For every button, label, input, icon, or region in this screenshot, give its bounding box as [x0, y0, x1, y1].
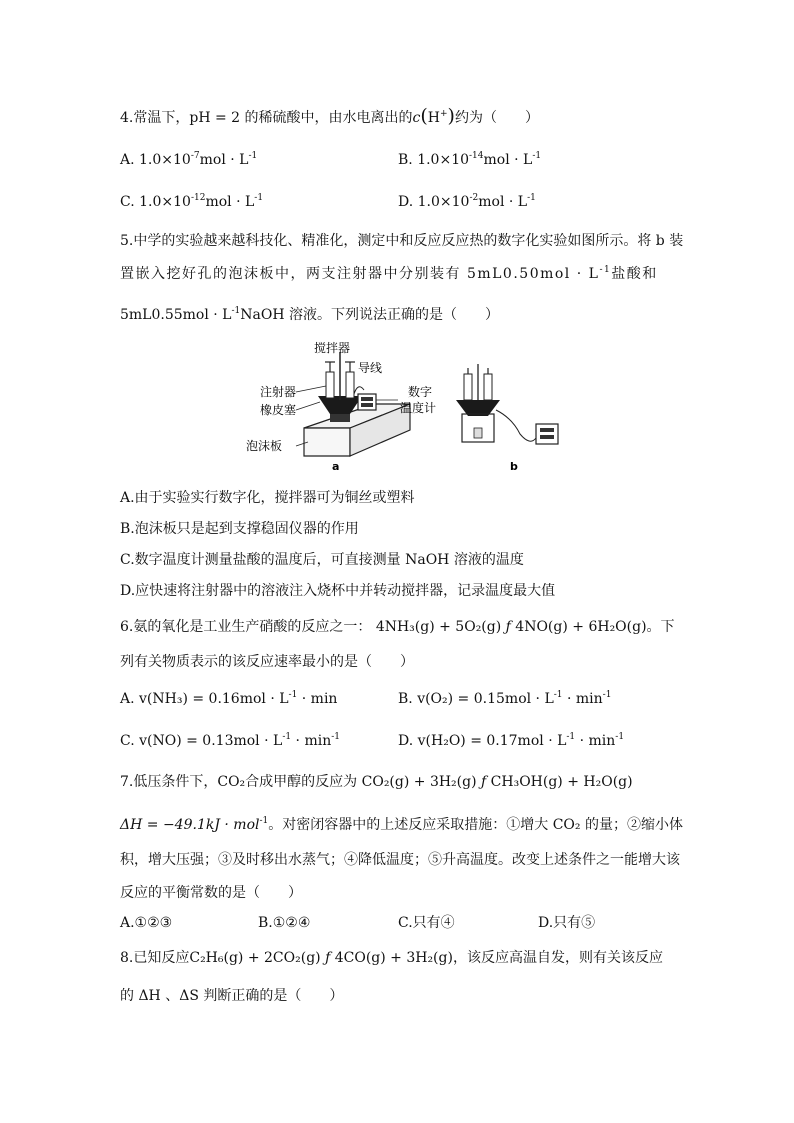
q6-option-b: B. $v(O_2) = 0.15mol \cdot L^{-1} \cdot \min^{-1}$	[398, 690, 612, 707]
label-syringe: 注射器	[260, 385, 297, 399]
q7-stem-line2: ΔH = −49.1kJ · mol$^{-1}$。对密闭容器中的上述反应采取措施：①增大 CO₂ 的量；②缩小体	[120, 816, 683, 833]
q5-option-d: D.应快速将注射器中的溶液注入烧杯中并转动搅拌器，记录温度最大值	[120, 583, 556, 599]
q5-option-a: A.由于实验实行数字化，搅拌器可为铜丝或塑料	[120, 490, 415, 506]
q8-stem-line1: 8.已知反应C₂H₆(g) + 2CO₂(g) ƒ 4CO(g) + 3H₂(g)，该反应高温自发，则有关该反应	[120, 950, 663, 966]
q6-option-d: D. $v(H_2O) = 0.17mol \cdot L^{-1} \cdot \min^{-1}$	[398, 732, 625, 749]
q4-option-d: D. $1.0\times 10^{-2}mol \cdot L^{-1}$	[398, 193, 536, 210]
q7-stem-line1: 7.低压条件下，CO₂合成甲醇的反应为 CO₂(g) + 3H₂(g) ƒ CH₃OH(g) + H₂O(g)	[120, 774, 633, 790]
label-a: a	[332, 460, 340, 473]
device-b	[456, 364, 558, 444]
wire	[354, 387, 364, 394]
q4-stem: 4.常温下，pH = 2 的稀硫酸中，由水电离出的c(H+)约为（ ）	[120, 105, 539, 127]
q4-option-a: A. $1.0\times 10^{-7}mol \cdot L^{-1}$	[120, 151, 258, 168]
q5-stem-line3: $5mL0.55mol \cdot L^{-1}NaOH$ 溶液。下列说法正确的是（ ）	[120, 306, 499, 323]
q6-option-c: C. $v(NO) = 0.13mol \cdot L^{-1} \cdot \min^{-1}$	[120, 732, 340, 749]
label-stopper: 橡皮塞	[260, 403, 297, 417]
label-b: b	[510, 460, 518, 473]
q5-option-b: B.泡沫板只是起到支撑稳固仪器的作用	[120, 521, 359, 537]
apparatus-figure	[240, 338, 560, 478]
q7-stem-line3: 积，增大压强；③及时移出水蒸气；④降低温度；⑤升高温度。改变上述条件之一能增大该	[120, 852, 680, 868]
foam-board	[304, 404, 410, 456]
label-foam: 泡沫板	[246, 439, 283, 453]
q5-stem-line1: 5.中学的实验越来越科技化、精准化，测定中和反应反应热的数字化实验如图所示。将 b 装	[120, 233, 684, 249]
q5-option-c: C.数字温度计测量盐酸的温度后，可直接测量 NaOH 溶液的温度	[120, 552, 524, 568]
q7-option-a: A.①②③	[120, 915, 173, 931]
label-wire: 导线	[358, 361, 383, 375]
label-digital-2: 温度计	[400, 401, 437, 415]
q8-stem-line2: 的 ΔH 、ΔS 判断正确的是（ ）	[120, 988, 344, 1004]
label-digital-1: 数字	[408, 385, 433, 399]
q4-option-b: B. $1.0\times 10^{-14}mol \cdot L^{-1}$	[398, 151, 542, 168]
q4-option-c: C. $1.0\times 10^{-12}mol \cdot L^{-1}$	[120, 193, 264, 210]
q6-stem-line1: 6.氨的氧化是工业生产硝酸的反应之一： 4NH₃(g) + 5O₂(g) ƒ 4NO(g) + 6H₂O(g)。下	[120, 619, 675, 635]
q7-option-d: D.只有⑤	[538, 915, 596, 931]
q7-option-c: C.只有④	[398, 915, 455, 931]
label-stirrer: 搅拌器	[314, 341, 351, 355]
q6-option-a: A. $v(NH_3) = 0.16mol \cdot L^{-1} \cdot \min$	[120, 690, 338, 707]
digital-thermometer-a	[358, 394, 376, 410]
q6-stem-line2: 列有关物质表示的该反应速率最小的是（ ）	[120, 654, 414, 670]
q7-stem-line4: 反应的平衡常数的是（ ）	[120, 885, 302, 901]
q7-option-b: B.①②④	[258, 915, 311, 931]
q5-stem-line2: 置嵌入挖好孔的泡沫板中，两支注射器中分别装有 $5mL0.50mol \cdot L^{-1}$盐酸和	[120, 265, 658, 282]
